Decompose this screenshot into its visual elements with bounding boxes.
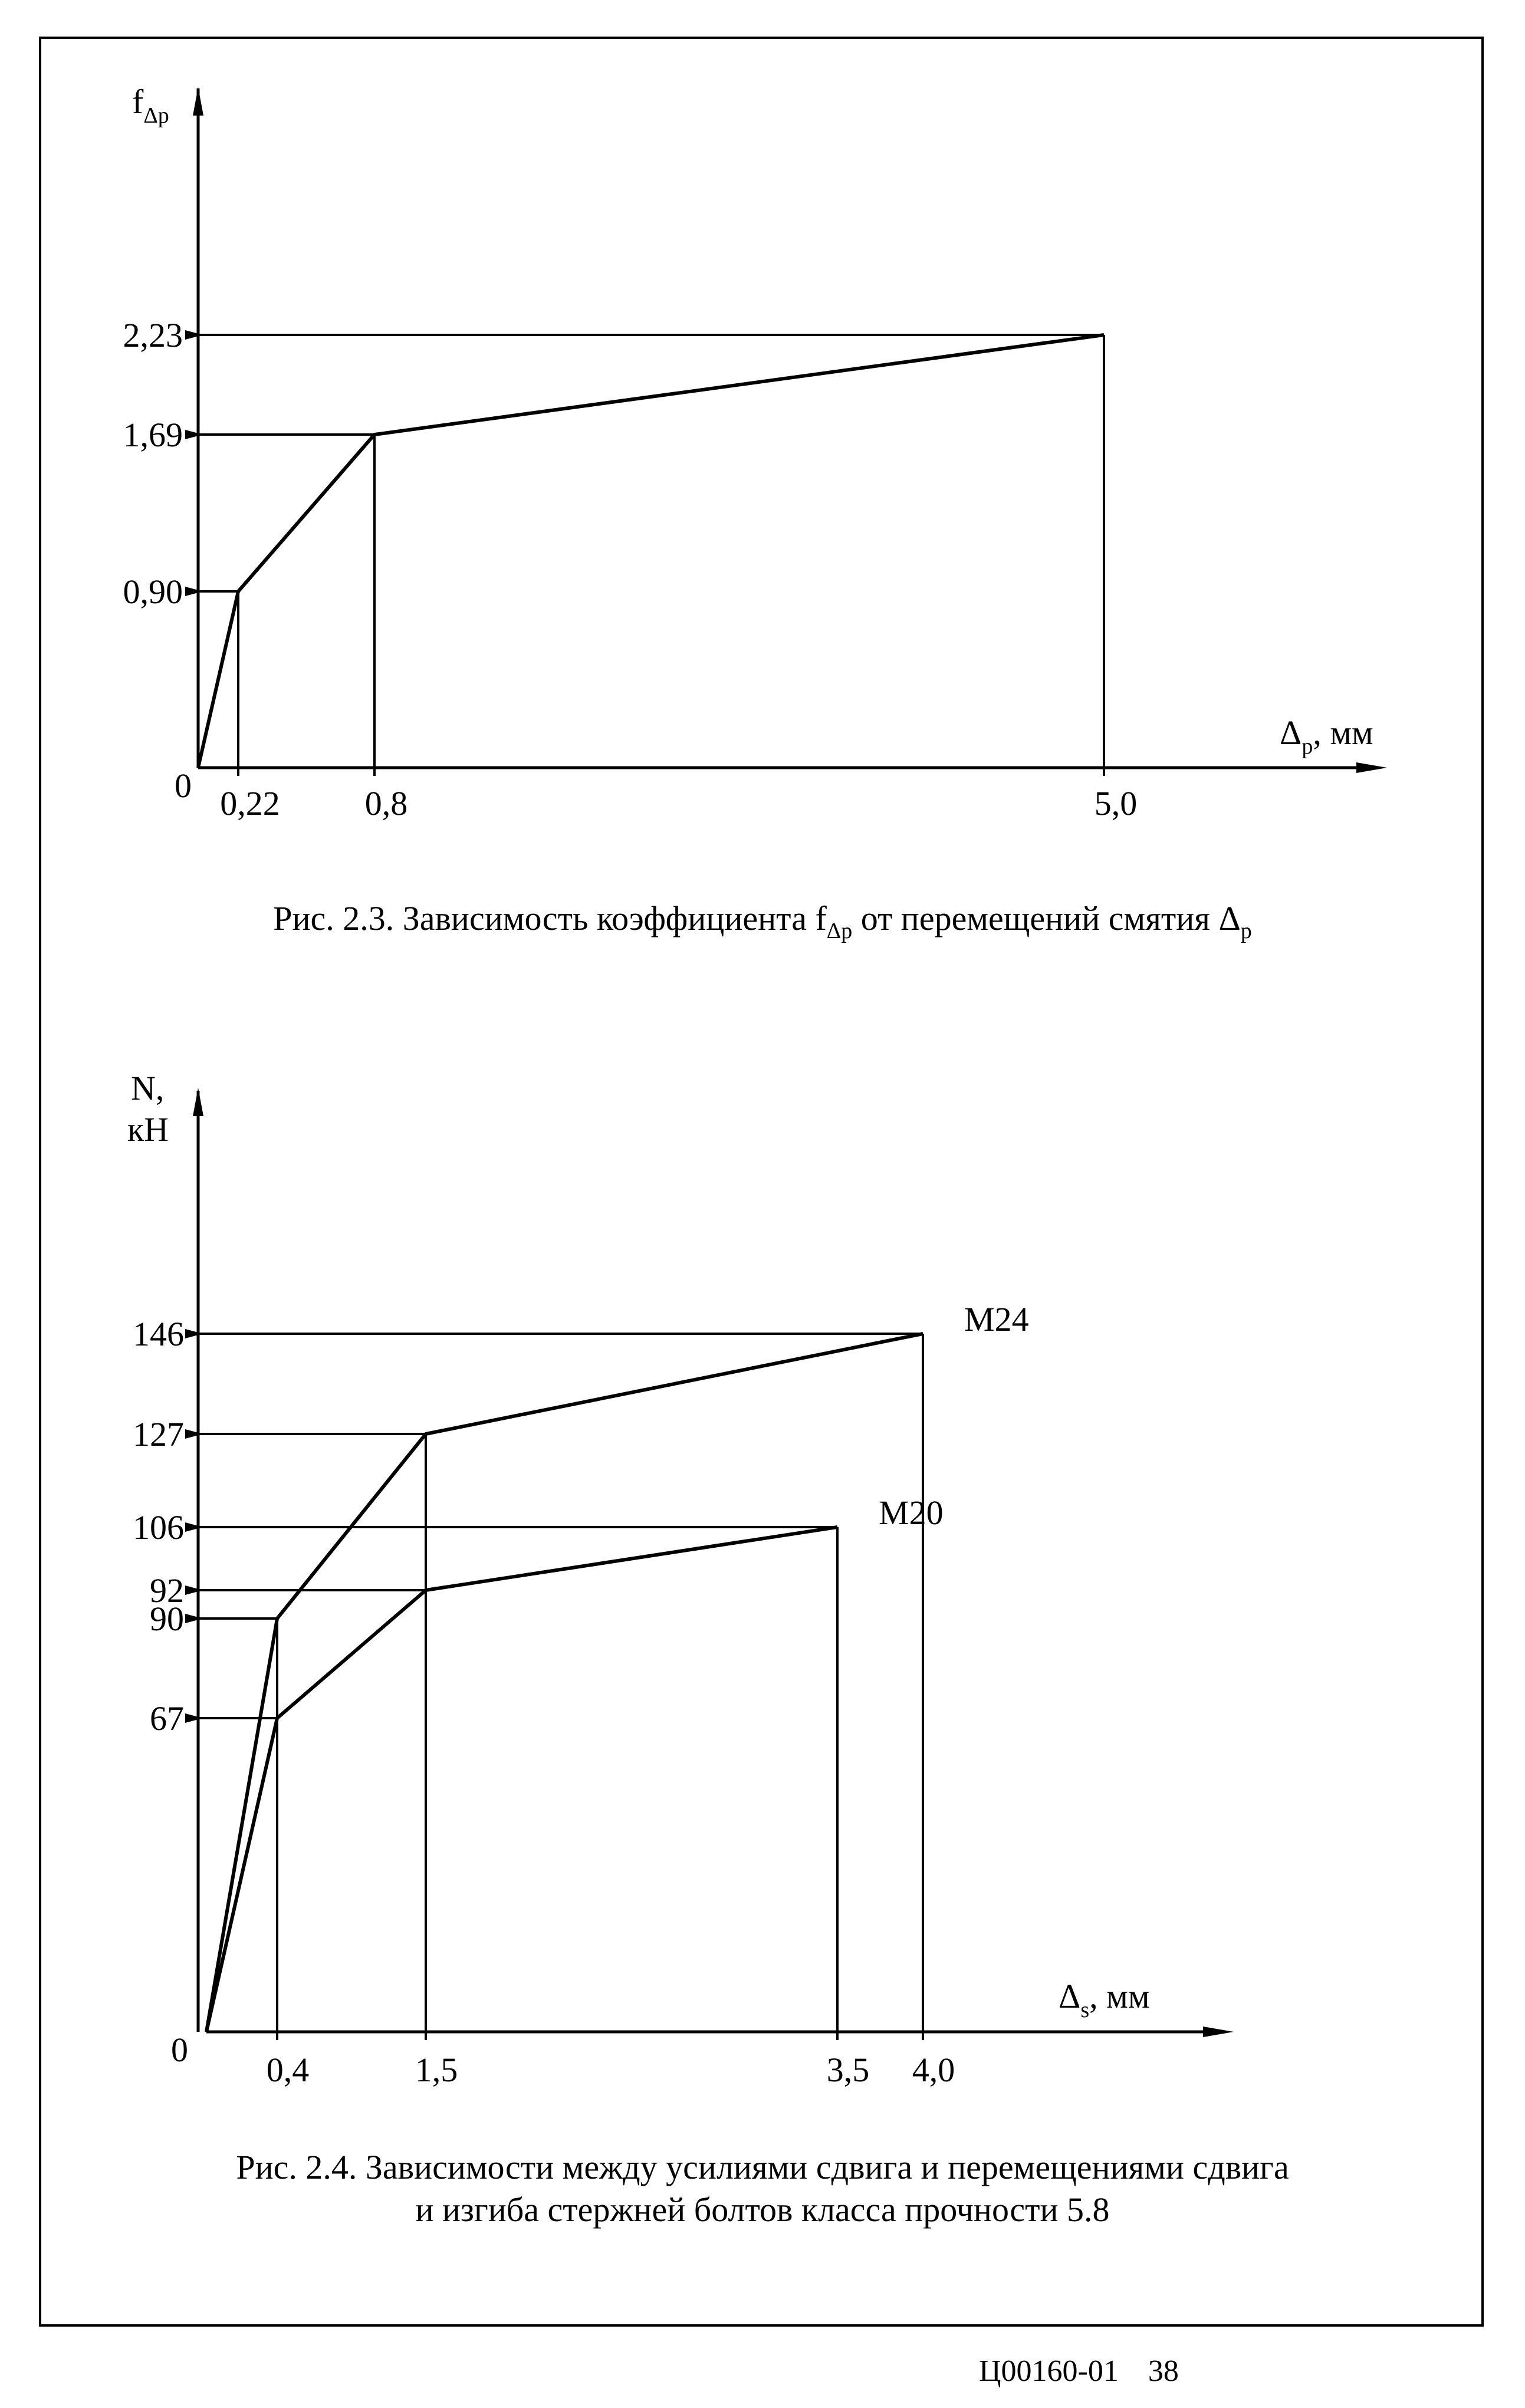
caption-line-1: Рис. 2.4. Зависимости между усилиями сдвига и перемещениями сдвига [236, 2148, 1289, 2186]
figure-caption-2-3 [0, 897, 1525, 952]
y-axis-label: $f_{\Delta p}$ [132, 83, 169, 128]
y-tick-arrow [185, 1614, 203, 1623]
page-footer [979, 2354, 1208, 2389]
x-tick-label: 3,5 [826, 2051, 870, 2089]
y-tick-arrow [185, 1585, 203, 1595]
y-tick-label: 127 [133, 1415, 184, 1453]
caption-sub2: p [1240, 919, 1252, 943]
caption-sub1: Δp [826, 919, 853, 943]
y-tick-label: 67 [150, 1699, 184, 1738]
x-axis-label: $\Delta_s$, мм [1059, 1977, 1150, 2022]
y-tick-label: 0,90 [123, 573, 183, 611]
series-line-1 [206, 1527, 837, 2032]
series-label: М24 [964, 1300, 1029, 1338]
y-tick-arrow [185, 1522, 203, 1532]
caption-line-2: и изгиба стержней болтов класса прочности 5.8 [415, 2190, 1110, 2229]
origin-label: 0 [171, 2031, 188, 2069]
x-tick-label: 0,8 [364, 784, 408, 823]
x-tick-label: 1,5 [415, 2051, 458, 2089]
y-tick-label: 146 [133, 1315, 184, 1353]
x-axis-arrow [1203, 2027, 1234, 2037]
x-axis-label: $\Delta_p$, мм [1280, 713, 1373, 759]
origin-label: 0 [175, 767, 192, 805]
y-tick-arrow [185, 1713, 203, 1723]
series-line-0 [206, 1334, 923, 2032]
x-tick-label: 5,0 [1094, 784, 1138, 823]
y-axis-label-line-1: N, [131, 1069, 165, 1107]
y-axis-arrow [193, 1088, 203, 1116]
y-tick-arrow [185, 1329, 203, 1338]
x-tick-label: 4,0 [912, 2051, 955, 2089]
y-tick-label: 90 [150, 1600, 184, 1638]
figure-caption-2-4 [0, 2146, 1525, 2231]
caption-middle: от перемещений смятия Δ [852, 899, 1241, 937]
y-tick-label: 92 [150, 1571, 184, 1610]
y-axis-label-line-2: кН [127, 1110, 169, 1149]
y-tick-label: 2,23 [123, 316, 183, 354]
doc-code: Ц00160-01 [979, 2354, 1119, 2388]
x-tick-label: 0,4 [266, 2051, 310, 2089]
page-number: 38 [1148, 2354, 1179, 2388]
caption-prefix: Рис. 2.3. Зависимость коэффициента f [273, 899, 827, 937]
y-tick-arrow [185, 1429, 203, 1439]
y-tick-label: 1,69 [123, 416, 183, 454]
series-label: М20 [879, 1494, 944, 1532]
y-tick-label: 106 [133, 1508, 184, 1547]
x-tick-label: 0,22 [220, 784, 280, 823]
